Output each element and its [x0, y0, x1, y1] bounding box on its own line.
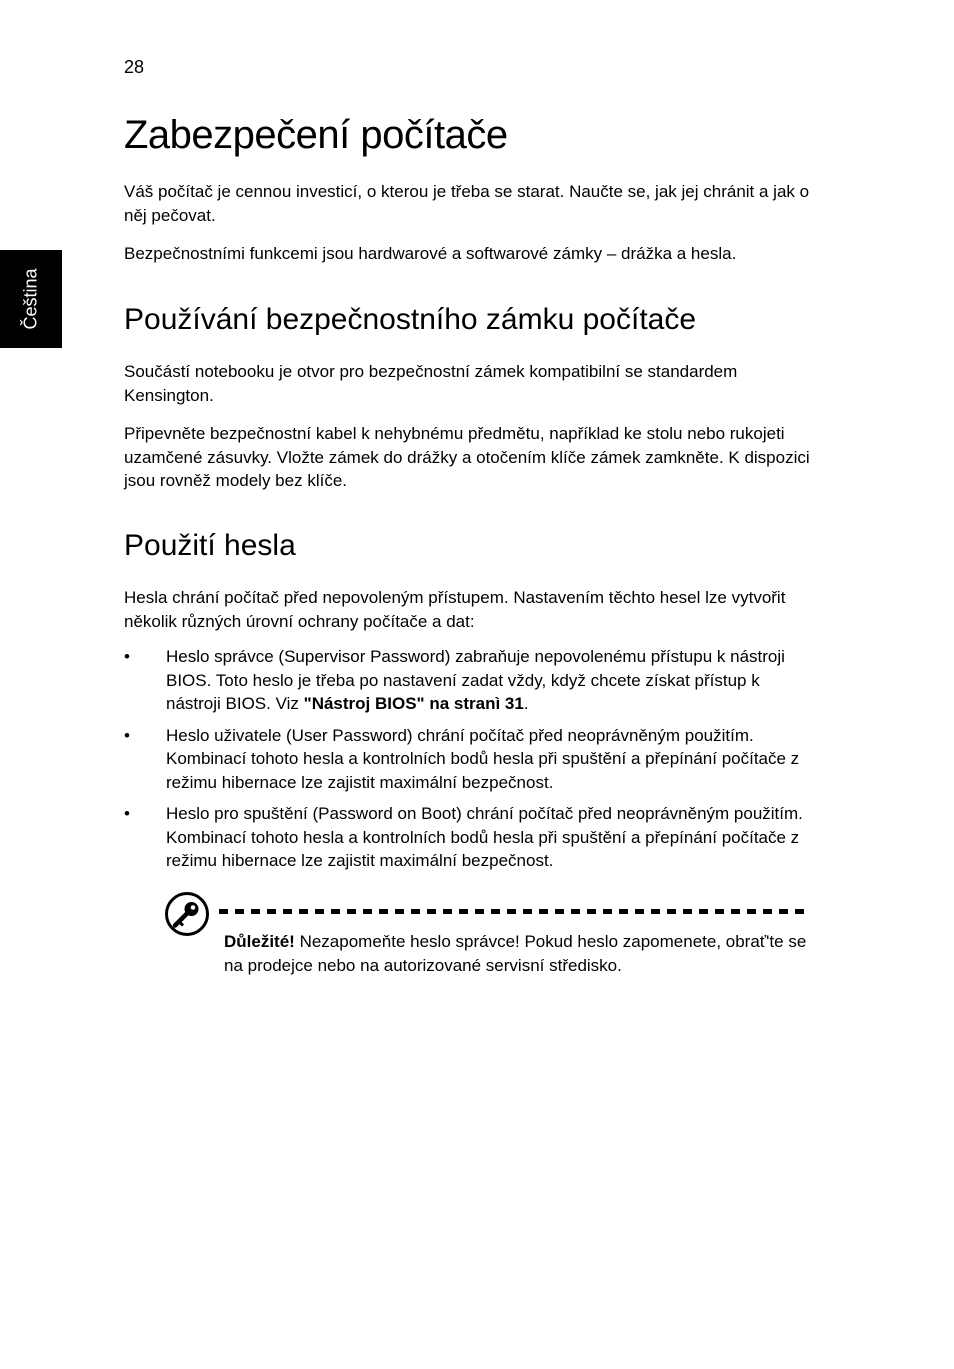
language-side-tab [0, 250, 62, 348]
bullet-icon: • [124, 804, 130, 823]
note-divider [219, 909, 807, 914]
section-heading-password: Použití hesla [124, 529, 296, 562]
bios-page-reference-link[interactable]: "Nástroj BIOS" na stranì 31 [303, 694, 524, 713]
intro-paragraph-2: Bezpečnostními funkcemi jsou hardwarové a softwarové zámky – drážka a hesla. [124, 244, 737, 263]
key-icon [164, 891, 210, 937]
list-item [124, 802, 814, 873]
intro-paragraph-1: Váš počítač je cennou investicí, o kterou je třeba se starat. Naučte se, jak jej chránit a jak o něj pečovat. [124, 182, 810, 225]
lock-paragraph-1: Součástí notebooku je otvor pro bezpečnostní zámek kompatibilní se standardem Kensington. [124, 362, 738, 405]
bullet-icon: • [124, 647, 130, 666]
password-list [124, 645, 814, 873]
language-tab-label: Čeština [20, 268, 41, 330]
page-title: Zabezpečení počítače [124, 113, 508, 157]
lock-paragraph-2: Připevněte bezpečnostní kabel k nehybnému předmětu, například ke stolu nebo rukojeti uzamčené zásuvky. Vložte zámek do drážky a otočením klíče zámek zamkněte. K dispozici jsou rovněž modely bez klíče. [124, 424, 810, 490]
list-item [124, 645, 814, 716]
bullet-text: Heslo pro spuštění (Password on Boot) chrání počítač před neoprávněným použitím. Kombinací tohoto hesla a kontrolních bodů hesla při spuštění a přepínání počítače z režimu hibernace lze zajistit maximální bezpečnost. [166, 804, 803, 870]
bullet-suffix: . [523, 694, 529, 713]
important-note [224, 930, 814, 977]
bullet-text: Heslo uživatele (User Password) chrání počítač před neoprávněným použitím. Kombinací tohoto hesla a kontrolních bodů hesla při spuštění a přepínání počítače z režimu hibernace lze zajistit maximální bezpečnost. [166, 725, 800, 792]
bullet-icon: • [124, 725, 130, 745]
note-text: Nezapomeňte heslo správce! Pokud heslo zapomenete, obrať'te se na prodejce nebo na autorizované servisní středisko. [224, 932, 807, 975]
section-heading-lock: Používání bezpečnostního zámku počítače [124, 303, 697, 336]
list-item [124, 724, 814, 795]
bullet-text: Heslo správce (Supervisor Password) zabraňuje nepovolenému přístupu k nástroji BIOS. Toto heslo je třeba po nastavení zadat vždy, když chcete získat přístup k nástroji BIOS. Viz [166, 647, 785, 713]
page-number: 28 [124, 57, 145, 77]
password-intro: Hesla chrání počítač před nepovoleným přístupem. Nastavením těchto hesel lze vytvořit několik různých úrovní ochrany počítače a dat: [124, 588, 786, 631]
note-label: Důležité! [224, 932, 295, 951]
